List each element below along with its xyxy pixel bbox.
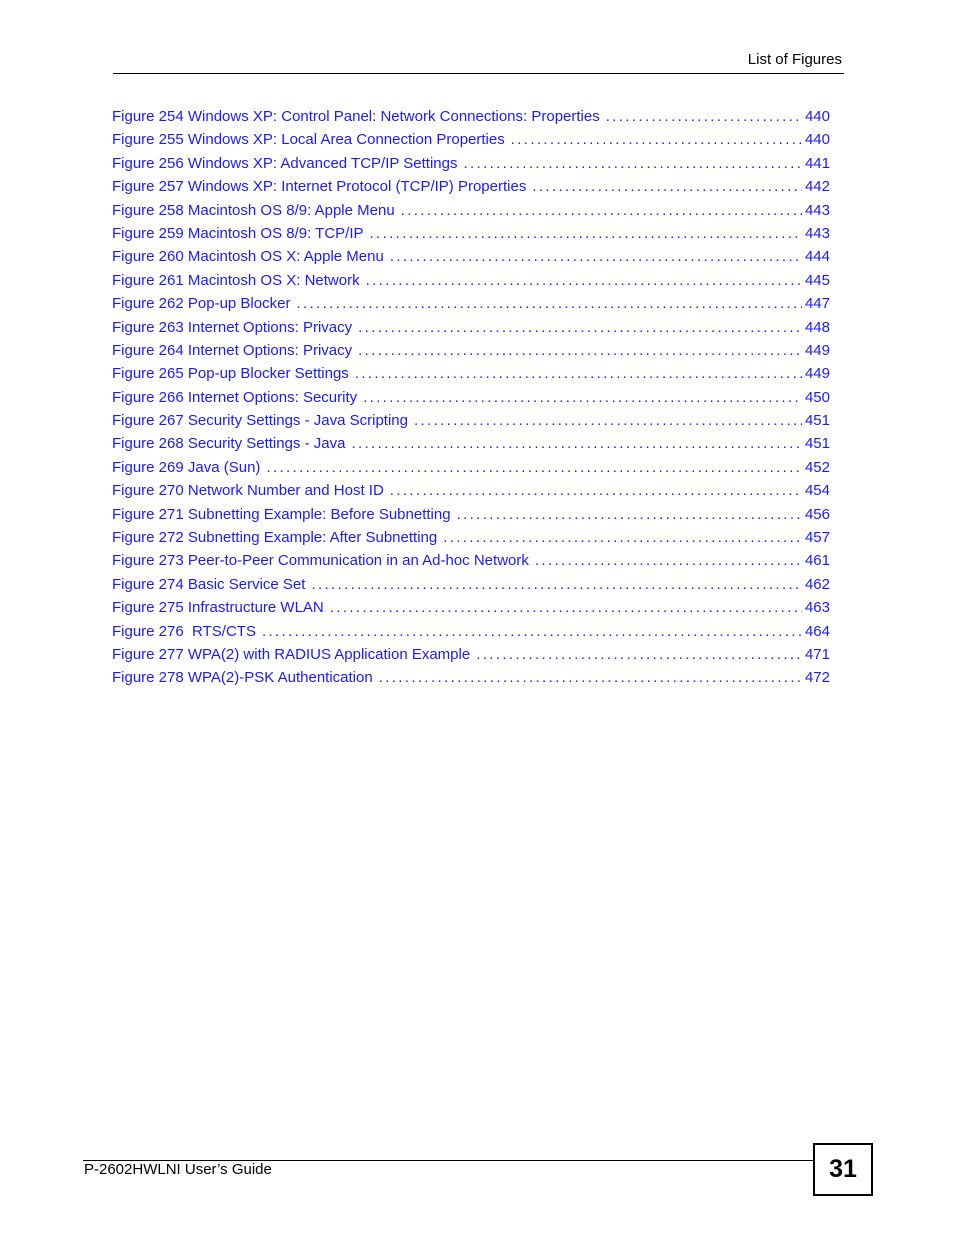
toc-entry-page: 451 xyxy=(804,412,830,430)
dot-leader xyxy=(330,596,802,619)
toc-entry-label: Figure 275 Infrastructure WLAN xyxy=(112,599,324,617)
toc-entry-page: 471 xyxy=(804,645,830,663)
list-of-figures xyxy=(112,105,830,690)
toc-entry-label: Figure 265 Pop-up Blocker Settings xyxy=(112,365,349,383)
dot-leader xyxy=(606,105,802,128)
toc-entry[interactable] xyxy=(112,409,830,432)
toc-entry[interactable] xyxy=(112,549,830,572)
toc-entry-label: Figure 278 WPA(2)-PSK Authentication xyxy=(112,669,373,687)
toc-entry-label: Figure 254 Windows XP: Control Panel: Network Connections: Properties xyxy=(112,108,600,125)
toc-entry-label: Figure 268 Security Settings - Java xyxy=(112,435,346,453)
toc-entry-label: Figure 259 Macintosh OS 8/9: TCP/IP xyxy=(112,224,364,242)
page-number: 31 xyxy=(813,1143,873,1196)
dot-leader xyxy=(443,526,802,549)
dot-leader xyxy=(390,479,802,502)
dot-leader xyxy=(414,409,802,432)
dot-leader xyxy=(401,199,802,222)
toc-entry[interactable] xyxy=(112,292,830,315)
toc-entry-label: Figure 267 Security Settings - Java Scripting xyxy=(112,412,408,430)
toc-entry[interactable] xyxy=(112,503,830,526)
running-header-title: List of Figures xyxy=(747,51,842,68)
toc-entry-label: Figure 276 RTS/CTS xyxy=(112,622,256,640)
dot-leader xyxy=(532,175,802,198)
toc-entry[interactable] xyxy=(112,175,830,198)
toc-entry-label: Figure 256 Windows XP: Advanced TCP/IP Settings xyxy=(112,154,458,172)
toc-entry-label: Figure 270 Network Number and Host ID xyxy=(112,482,384,500)
toc-entry-page: 464 xyxy=(804,622,830,640)
toc-entry-label: Figure 269 Java (Sun) xyxy=(112,458,261,476)
toc-entry-page: 461 xyxy=(804,552,830,570)
dot-leader xyxy=(366,269,802,292)
toc-entry-label: Figure 262 Pop-up Blocker xyxy=(112,295,291,313)
dot-leader xyxy=(379,666,802,689)
toc-entry-label: Figure 260 Macintosh OS X: Apple Menu xyxy=(112,248,384,266)
dot-leader xyxy=(262,620,802,643)
dot-leader xyxy=(370,222,802,245)
toc-entry[interactable] xyxy=(112,245,830,268)
toc-entry-page: 444 xyxy=(804,248,830,266)
toc-entry-label: Figure 264 Internet Options: Privacy xyxy=(112,341,353,359)
toc-entry[interactable] xyxy=(112,573,830,596)
toc-entry-page: 472 xyxy=(804,669,830,687)
toc-entry-page: 447 xyxy=(804,295,830,313)
toc-entry[interactable] xyxy=(112,222,830,245)
toc-entry-page: 463 xyxy=(804,599,830,617)
dot-leader xyxy=(266,456,802,479)
toc-entry-label: Figure 273 Peer-to-Peer Communication in an Ad-hoc Network xyxy=(112,552,529,570)
toc-entry-label: Figure 257 Windows XP: Internet Protocol (TCP/IP) Properties xyxy=(112,178,527,196)
toc-entry-page: 440 xyxy=(804,131,830,149)
toc-entry[interactable] xyxy=(112,362,830,385)
toc-entry[interactable] xyxy=(112,620,830,643)
toc-entry-label: Figure 277 WPA(2) with RADIUS Application Example xyxy=(112,645,471,663)
dot-leader xyxy=(351,432,802,455)
toc-entry[interactable] xyxy=(112,526,830,549)
dot-leader xyxy=(511,128,802,151)
toc-entry[interactable] xyxy=(112,339,830,362)
dot-leader xyxy=(296,292,802,315)
toc-entry-page: 462 xyxy=(804,575,830,593)
toc-entry[interactable] xyxy=(112,316,830,339)
toc-entry-page: 440 xyxy=(804,108,830,125)
toc-entry-page: 449 xyxy=(804,341,830,359)
toc-entry[interactable] xyxy=(112,643,830,666)
toc-entry-page: 449 xyxy=(804,365,830,383)
dot-leader xyxy=(358,316,802,339)
dot-leader xyxy=(390,245,802,268)
dot-leader xyxy=(355,362,802,385)
dot-leader xyxy=(463,152,802,175)
dot-leader xyxy=(476,643,802,666)
toc-entry[interactable] xyxy=(112,479,830,502)
toc-entry[interactable] xyxy=(112,432,830,455)
toc-entry-page: 443 xyxy=(804,201,830,219)
toc-entry[interactable] xyxy=(112,128,830,151)
toc-entry-label: Figure 274 Basic Service Set xyxy=(112,575,306,593)
toc-entry-page: 456 xyxy=(804,505,830,523)
toc-entry-page: 451 xyxy=(804,435,830,453)
dot-leader xyxy=(311,573,802,596)
toc-entry-label: Figure 266 Internet Options: Security xyxy=(112,388,358,406)
toc-entry-label: Figure 271 Subnetting Example: Before Subnetting xyxy=(112,505,451,523)
toc-entry[interactable] xyxy=(112,456,830,479)
toc-entry-label: Figure 258 Macintosh OS 8/9: Apple Menu xyxy=(112,201,395,219)
toc-entry[interactable] xyxy=(112,596,830,619)
toc-entry-label: Figure 261 Macintosh OS X: Network xyxy=(112,271,360,289)
toc-entry[interactable] xyxy=(112,386,830,409)
toc-entry-page: 448 xyxy=(804,318,830,336)
toc-entry-page: 445 xyxy=(804,271,830,289)
dot-leader xyxy=(535,549,802,572)
dot-leader xyxy=(358,339,802,362)
toc-entry-page: 443 xyxy=(804,224,830,242)
toc-entry-page: 442 xyxy=(804,178,830,196)
toc-entry-page: 452 xyxy=(804,458,830,476)
toc-entry[interactable] xyxy=(112,269,830,292)
toc-entry-page: 450 xyxy=(804,388,830,406)
toc-entry-page: 454 xyxy=(804,482,830,500)
header-divider xyxy=(113,73,844,74)
toc-entry-label: Figure 255 Windows XP: Local Area Connection Properties xyxy=(112,131,505,149)
toc-entry-label: Figure 263 Internet Options: Privacy xyxy=(112,318,353,336)
toc-entry-page: 457 xyxy=(804,529,830,547)
dot-leader xyxy=(457,503,802,526)
toc-entry[interactable] xyxy=(112,105,830,128)
toc-entry[interactable] xyxy=(112,199,830,222)
toc-entry-page: 441 xyxy=(804,154,830,172)
footer-guide-title: P-2602HWLNI User’s Guide xyxy=(84,1161,272,1178)
dot-leader xyxy=(363,386,802,409)
toc-entry[interactable] xyxy=(112,666,830,689)
toc-entry[interactable] xyxy=(112,152,830,175)
toc-entry-label: Figure 272 Subnetting Example: After Subnetting xyxy=(112,529,438,547)
